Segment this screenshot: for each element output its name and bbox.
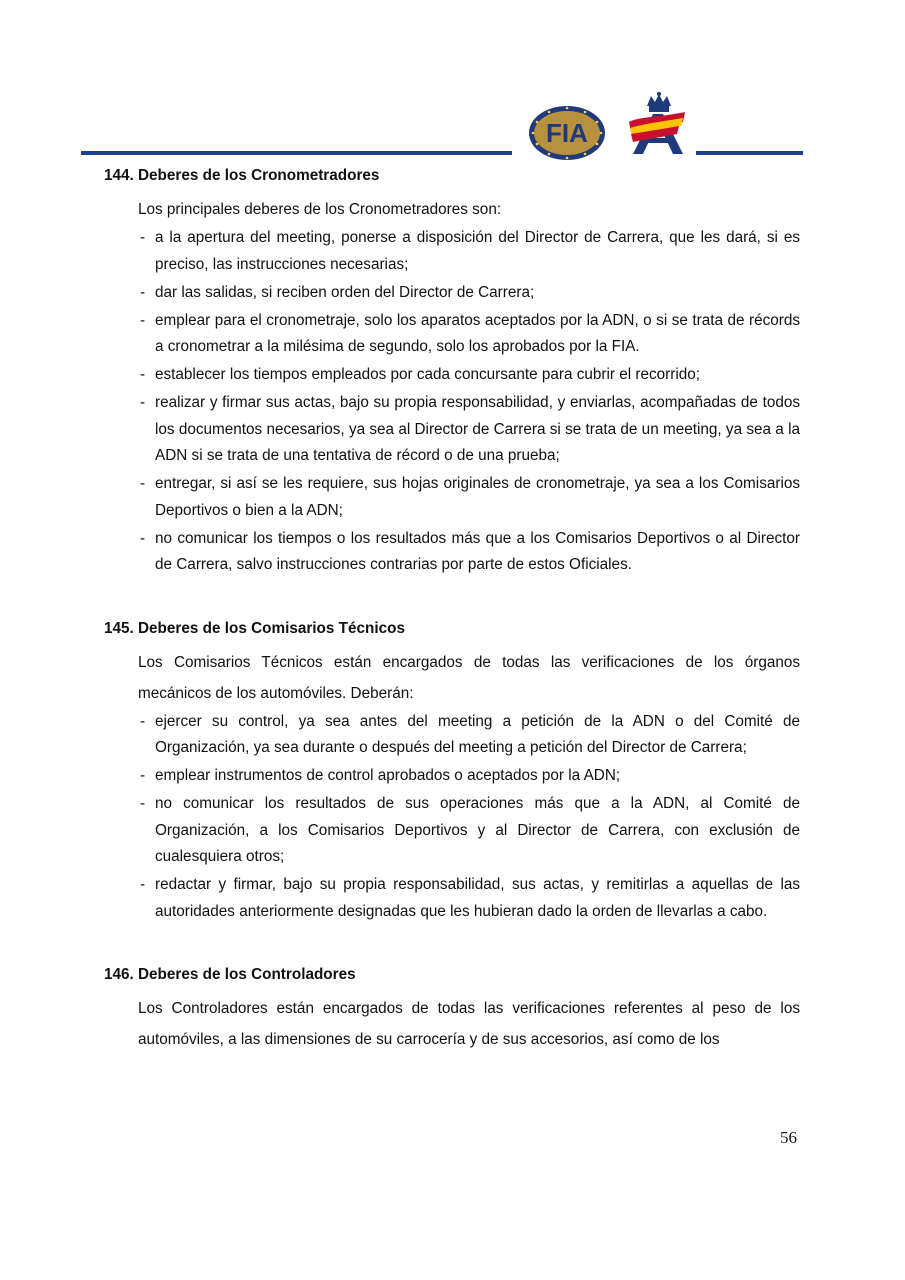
list-item	[140, 709, 800, 762]
list-item-text: a la apertura del meeting, ponerse a disposición del Director de Carrera, que les dará, si es preciso, las instrucciones necesarias;	[155, 229, 800, 273]
bullet-dash: -	[140, 475, 146, 492]
list-item-text: emplear para el cronometraje, solo los aparatos aceptados por la ADN, o si se trata de récords a cronometrar a la milésima de segundo, solo los aprobados por la FIA.	[155, 311, 800, 355]
list-item-text: no comunicar los tiempos o los resultados más que a los Comisarios Deportivos o al Director de Carrera, salvo instrucciones contrarias por parte de estos Oficiales.	[155, 529, 800, 573]
bullet-dash: -	[140, 283, 146, 301]
list-item-text: establecer los tiempos empleados por cada concursante para cubrir el recorrido;	[155, 366, 701, 383]
bullet-dash: -	[140, 229, 146, 246]
list-item	[140, 308, 800, 361]
section-intro: Los principales deberes de los Cronometradores son:	[138, 201, 502, 218]
section-144	[104, 162, 804, 579]
page-header	[0, 0, 905, 165]
list-item	[140, 280, 800, 307]
fia-logo	[527, 104, 607, 162]
header-rule-left	[81, 151, 512, 155]
bullet-dash: -	[140, 795, 146, 812]
section-number: 145.	[104, 619, 134, 637]
section-145	[104, 615, 804, 926]
list-item-text: no comunicar los resultados de sus operaciones más que a la ADN, al Comité de Organización, a los Comisarios Deportivos y al Director de Carrera, con exclusión de cualesquiera otros;	[155, 795, 800, 865]
section-number: 144.	[104, 167, 134, 184]
document-body	[104, 162, 804, 1055]
section-number: 146.	[104, 966, 134, 983]
list-item-text: dar las salidas, si reciben orden del Director de Carrera;	[155, 283, 535, 301]
bullet-dash: -	[140, 394, 146, 411]
section-intro: Los Controladores están encargados de todas las verificaciones referentes al peso de los automóviles, a las dimensiones de su carrocería y de sus accesorios, así como de los	[138, 1000, 800, 1048]
list-item	[140, 471, 800, 524]
bullet-dash: -	[140, 712, 146, 730]
section-title: Deberes de los Cronometradores	[138, 167, 380, 184]
section-intro: Los Comisarios Técnicos están encargados de todas las verificaciones de los órganos mecánicos de los automóviles. Deberán:	[138, 653, 800, 702]
section-heading	[104, 162, 804, 190]
list-item	[140, 526, 800, 579]
list-item-text: ejercer su control, ya sea antes del meeting a petición de la ADN o del Comité de Organización, ya sea durante o después del meeting a petición del Director de Carrera;	[155, 712, 800, 756]
fia-logo-text: FIA	[546, 118, 588, 148]
list-item	[140, 362, 800, 389]
section-heading	[104, 961, 804, 989]
list-item-text: redactar y firmar, bajo su propia responsabilidad, sus actas, y remitirlas a aquellas de las autoridades anteriormente designadas que les hubieran dado la orden de llevarlas a cabo.	[155, 876, 800, 920]
section-title: Deberes de los Controladores	[138, 966, 356, 983]
list-item	[140, 791, 800, 871]
crown-icon	[647, 92, 671, 112]
duties-list	[140, 225, 800, 579]
list-item-text: entregar, si así se les requiere, sus hojas originales de cronometraje, ya sea a los Comisarios Deportivos o bien a la ADN;	[155, 475, 800, 519]
page-number: 56	[780, 1128, 797, 1147]
list-item	[140, 872, 800, 925]
bullet-dash: -	[140, 876, 146, 893]
bullet-dash: -	[140, 366, 146, 383]
list-item	[140, 390, 800, 470]
section-heading	[104, 615, 804, 643]
list-item	[140, 763, 800, 790]
list-item	[140, 225, 800, 278]
rfea-logo	[627, 92, 689, 158]
section-title: Deberes de los Comisarios Técnicos	[138, 619, 405, 637]
bullet-dash: -	[140, 767, 146, 784]
duties-list	[140, 709, 800, 926]
bullet-dash: -	[140, 529, 146, 547]
list-item-text: realizar y firmar sus actas, bajo su propia responsabilidad, y enviarlas, acompañadas de todos los documentos necesarios, ya sea al Director de Carrera si se trata de un meeting, ya sea a la ADN si se trata de una tentativa de récord o de una prueba;	[155, 394, 800, 464]
header-rule-right	[696, 151, 803, 155]
bullet-dash: -	[140, 311, 146, 329]
list-item-text: emplear instrumentos de control aprobados o aceptados por la ADN;	[155, 767, 621, 784]
section-146	[104, 961, 804, 1055]
